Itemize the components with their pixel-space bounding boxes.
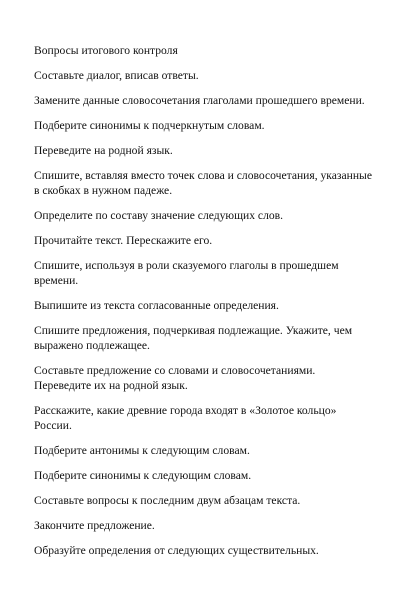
task-item: Закончите предложение.	[34, 519, 155, 532]
task-item: Расскажите, какие древние города входят в «Золотое кольцо» России.	[34, 404, 337, 432]
document-heading: Вопросы итогового контроля	[34, 44, 178, 57]
task-item: Спишите, используя в роли сказуемого глаголы в прошедшем времени.	[34, 259, 339, 287]
task-item: Составьте предложение со словами и словосочетаниями. Переведите их на родной язык.	[34, 364, 316, 392]
task-item: Образуйте определения от следующих существительных.	[34, 544, 319, 557]
task-item: Переведите на родной язык.	[34, 144, 173, 157]
task-item: Выпишите из текста согласованные определения.	[34, 299, 279, 312]
task-item: Подберите синонимы к следующим словам.	[34, 469, 252, 482]
task-item: Составьте диалог, вписав ответы.	[34, 69, 199, 82]
task-item: Подберите синонимы к подчеркнутым словам.	[34, 119, 265, 132]
task-item: Спишите предложения, подчеркивая подлежащие. Укажите, чем выражено подлежащее.	[34, 324, 353, 352]
task-item: Подберите антонимы к следующим словам.	[34, 444, 250, 457]
task-item: Замените данные словосочетания глаголами прошедшего времени.	[34, 94, 365, 107]
task-item: Спишите, вставляя вместо точек слова и словосочетания, указанные в скобках в нужном падеже.	[34, 169, 372, 197]
task-item: Определите по составу значение следующих слов.	[34, 209, 284, 222]
document-body	[34, 43, 374, 568]
task-item: Прочитайте текст. Перескажите его.	[34, 234, 213, 247]
task-item: Составьте вопросы к последним двум абзацам текста.	[34, 494, 301, 507]
